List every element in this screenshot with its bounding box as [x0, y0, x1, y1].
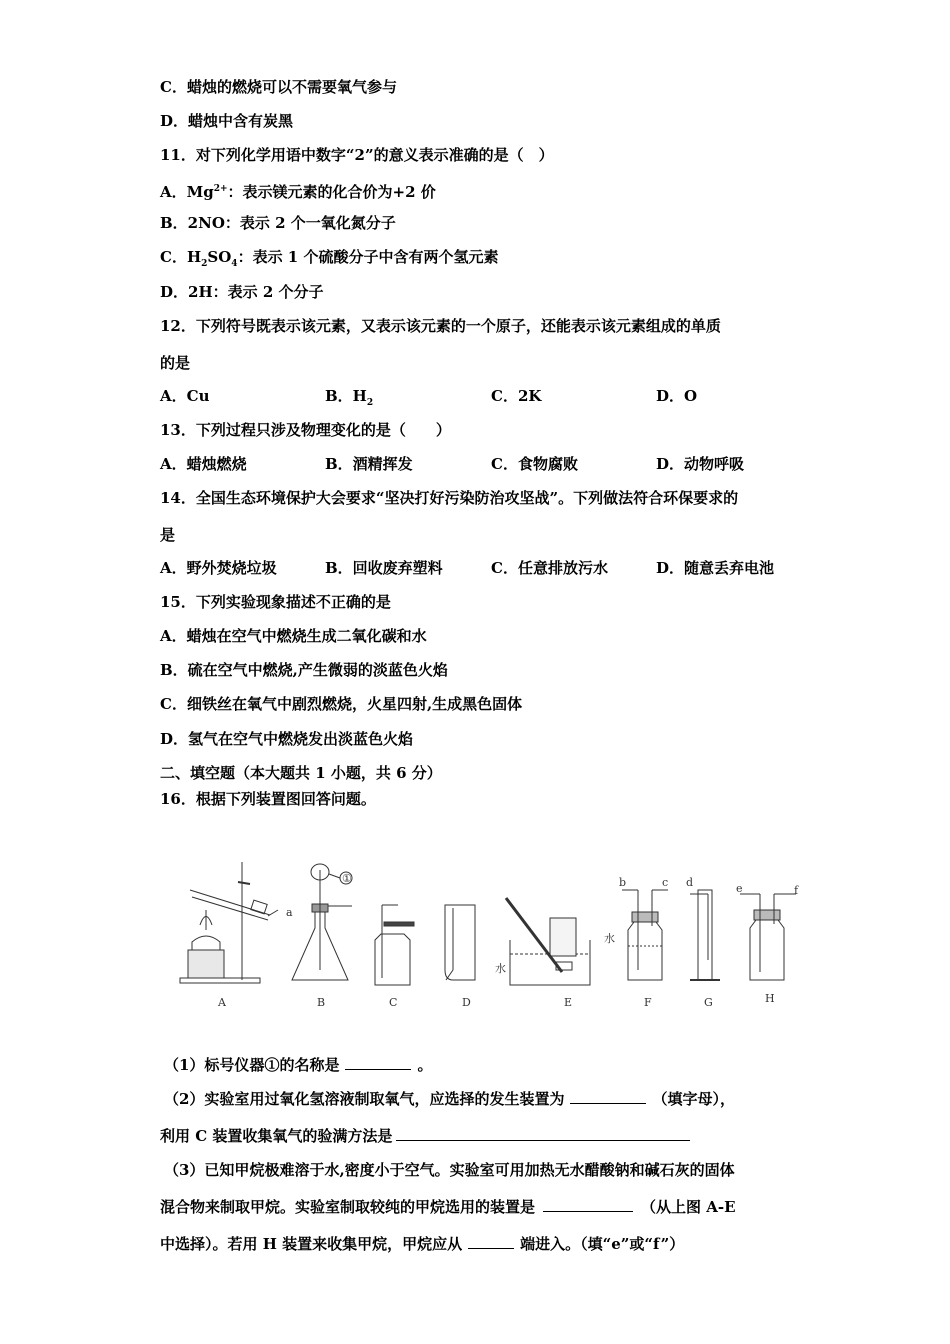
q14-option-d: D．随意丢弃电池: [656, 559, 775, 577]
label-f: F: [644, 996, 652, 1009]
label-a: A: [218, 996, 226, 1009]
q11-option-a: A．$Mg^{2+}$：表示镁元素的化合价为+2 价: [160, 183, 436, 201]
q11-option-d: D．2H：表示 2 个分子: [160, 283, 324, 301]
q11-option-b: B．2NO：表示 2 个一氧化氮分子: [160, 214, 396, 232]
q15-option-d: D．氢气在空气中燃烧发出淡蓝色火焰: [160, 730, 414, 748]
q16-part2-cont: 利用 C 装置收集氧气的验满方法是: [160, 1126, 690, 1146]
answer-blank-1[interactable]: [345, 1055, 411, 1070]
q13-option-c: C．食物腐败: [491, 455, 578, 473]
section-heading: 二、填空题（本大题共 1 小题，共 6 分）: [160, 764, 442, 782]
label-f-port: f: [794, 884, 799, 897]
q12-stem-cont: 的是: [160, 354, 191, 372]
apparatus-e: [506, 898, 590, 985]
label-h: H: [765, 992, 775, 1005]
apparatus-c: [375, 905, 414, 985]
label-c: C: [389, 996, 398, 1009]
label-e-port: e: [736, 882, 743, 895]
label-circle-1: ①: [342, 872, 352, 885]
answer-blank-2[interactable]: [570, 1089, 646, 1104]
apparatus-a: [180, 862, 278, 983]
q11-option-c: C．$H_2SO_4$：表示 1 个硫酸分子中含有两个氢元素: [160, 248, 499, 269]
q13-option-a: A．蜡烛燃烧: [160, 455, 247, 473]
label-water-f: 水: [604, 932, 615, 945]
answer-blank-5[interactable]: [468, 1234, 514, 1249]
q16-part2: （2）实验室用过氧化氢溶液制取氧气，应选择的发生装置为 （填字母），: [164, 1090, 735, 1108]
q16-part1: （1）标号仪器①的名称是 。: [164, 1056, 433, 1074]
q16-part3-line3: 中选择）。若用 H 装置来收集甲烷，甲烷应从 端进入。（填“e”或“f”）: [160, 1235, 685, 1253]
q10-option-d: D．蜡烛中含有炭黑: [160, 112, 294, 130]
label-e: E: [564, 996, 573, 1009]
label-c-port: c: [662, 876, 669, 889]
q13-stem: 13．下列过程只涉及物理变化的是（ ）: [160, 421, 451, 439]
apparatus-d: [445, 905, 475, 980]
apparatus-g: [690, 890, 720, 980]
label-d-port: d: [686, 876, 694, 889]
q15-option-c: C．细铁丝在氧气中剧烈燃烧，火星四射,生成黑色固体: [160, 695, 523, 713]
q16-stem: 16．根据下列装置图回答问题。: [160, 790, 376, 808]
q15-option-b: B．硫在空气中燃烧,产生微弱的淡蓝色火焰: [160, 661, 448, 679]
apparatus-figure: [170, 850, 810, 1020]
q15-stem: 15．下列实验现象描述不正确的是: [160, 593, 391, 611]
q14-option-a: A．野外焚烧垃圾: [160, 559, 277, 577]
q12-option-b: B．$H_2$: [325, 387, 374, 408]
answer-blank-4[interactable]: [543, 1197, 633, 1212]
q10-option-c: C．蜡烛的燃烧可以不需要氧气参与: [160, 78, 397, 96]
q14-option-c: C．任意排放污水: [491, 559, 608, 577]
q12-option-d: D．O: [656, 387, 698, 405]
q14-stem-cont: 是: [160, 526, 176, 544]
q12-stem: 12．下列符号既表示该元素，又表示该元素的一个原子，还能表示该元素组成的单质: [160, 317, 721, 335]
q15-option-a: A．蜡烛在空气中燃烧生成二氧化碳和水: [160, 627, 427, 645]
label-b-port: b: [619, 876, 627, 889]
q13-option-d: D．动物呼吸: [656, 455, 745, 473]
label-water-e: 水: [495, 962, 506, 975]
q13-option-b: B．酒精挥发: [325, 455, 413, 473]
q14-option-b: B．回收废弃塑料: [325, 559, 443, 577]
q14-stem: 14．全国生态环境保护大会要求“坚决打好污染防治攻坚战”。下列做法符合环保要求的: [160, 489, 739, 507]
label-g: G: [704, 996, 713, 1009]
q11-stem: 11．对下列化学用语中数字“2”的意义表示准确的是（ ）: [160, 146, 554, 164]
label-d: D: [462, 996, 471, 1009]
apparatus-f: [622, 890, 668, 980]
label-a-port: a: [286, 906, 293, 919]
q12-option-c: C．2K: [491, 387, 542, 405]
label-b: B: [317, 996, 326, 1009]
apparatus-h: [740, 894, 796, 980]
answer-blank-3[interactable]: [396, 1126, 690, 1141]
q16-part3-line1: （3）已知甲烷极难溶于水,密度小于空气。实验室可用加热无水醋酸钠和碱石灰的固体: [164, 1161, 735, 1179]
q12-option-a: A．Cu: [160, 387, 210, 405]
q16-part3-line2: 混合物来制取甲烷。实验室制取较纯的甲烷选用的装置是 （从上图 A-E: [160, 1198, 736, 1216]
